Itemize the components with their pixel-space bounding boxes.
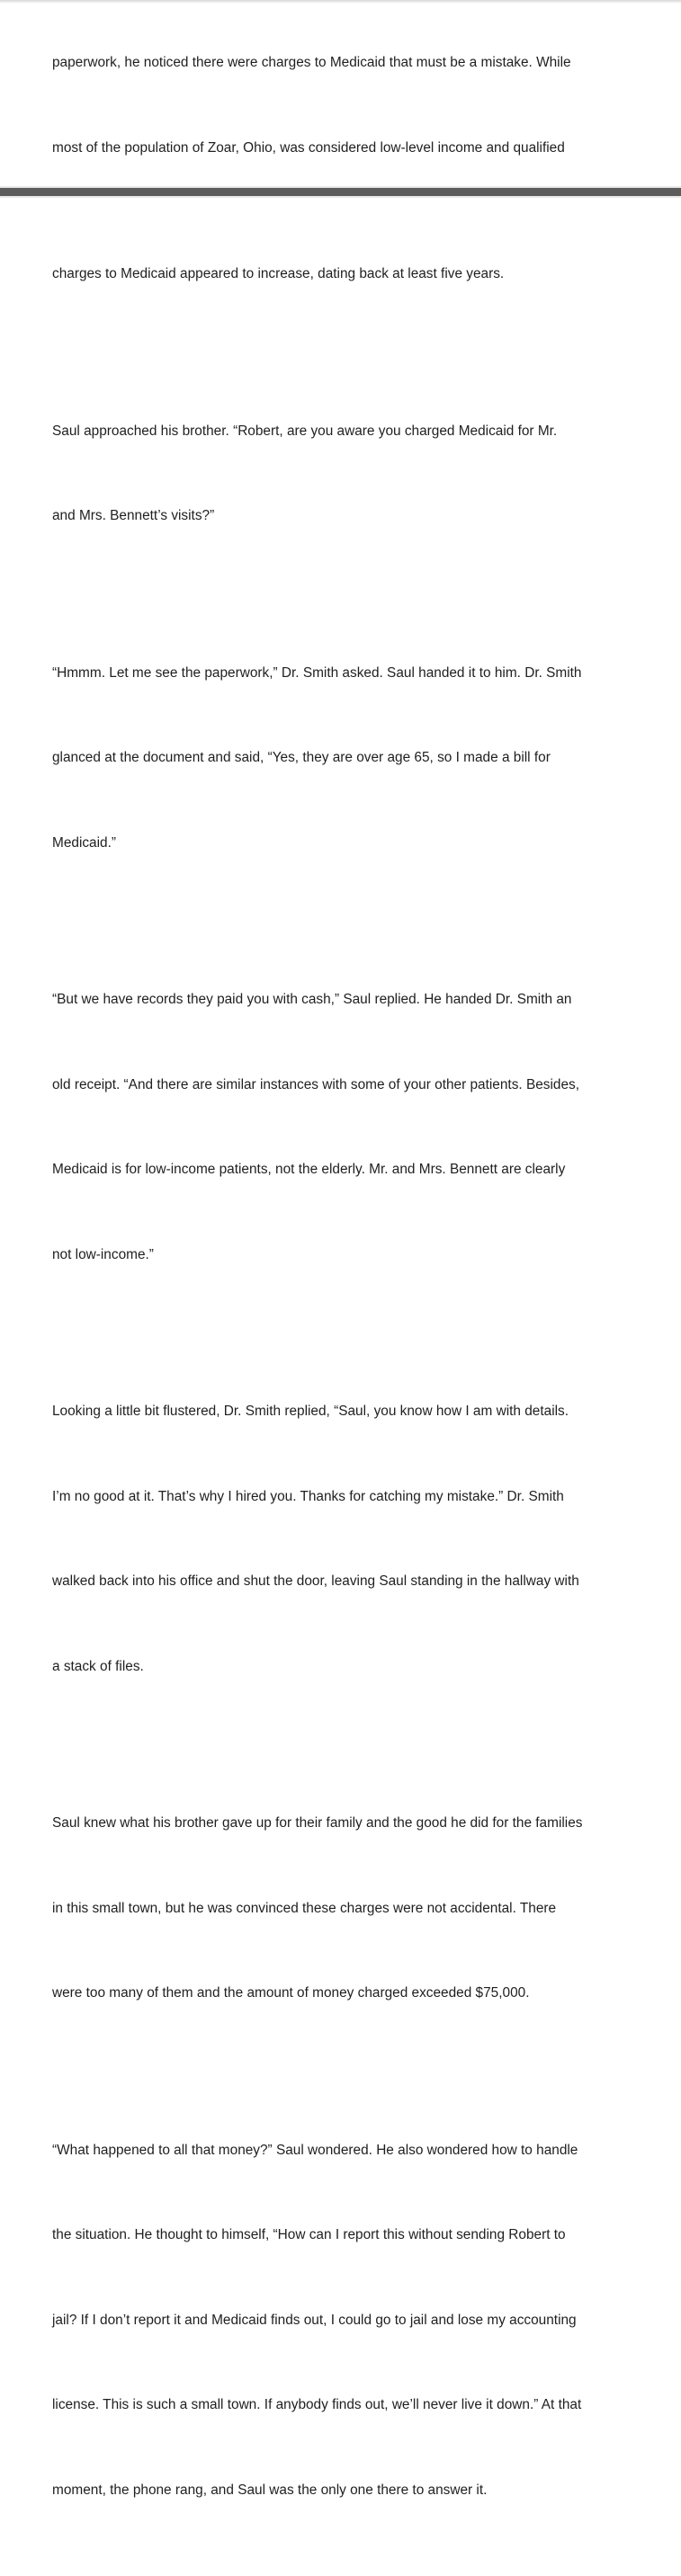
page-break-bar bbox=[0, 188, 681, 196]
text-line: old receipt. “And there are similar instances with some of your other patients. Besides, bbox=[52, 1076, 579, 1092]
document-page-bottom bbox=[0, 198, 681, 2498]
text-line: “Hmmm. Let me see the paperwork,” Dr. Smith asked. Saul handed it to him. Dr. Smith bbox=[52, 664, 582, 681]
text-line: and Mrs. Bennett’s visits?” bbox=[52, 508, 215, 523]
text-line: not low-income.” bbox=[52, 1246, 154, 1262]
text-line: Saul knew what his brother gave up for their family and the good he did for the families bbox=[52, 1815, 583, 1831]
document-page-top bbox=[0, 0, 681, 186]
text-line: walked back into his office and shut the door, leaving Saul standing in the hallway with bbox=[52, 1573, 579, 1589]
text-line: Looking a little bit flustered, Dr. Smith replied, “Saul, you know how I am with details. bbox=[52, 1404, 569, 1419]
paragraph bbox=[52, 929, 646, 1325]
text-line: Saul approached his brother. “Robert, are you aware you charged Medicaid for Mr. bbox=[52, 423, 558, 439]
text-line: glanced at the document and said, “Yes, they are over age 65, so I made a bill for bbox=[52, 750, 551, 765]
text-line: “But we have records they paid you with cash,” Saul replied. He handed Dr. Smith an bbox=[52, 992, 572, 1007]
text-line: Medicaid is for low-income patients, not the elderly. Mr. and Mrs. Bennett are clearly bbox=[52, 1162, 566, 1177]
text-line: in this small town, but he was convinced these charges were not accidental. There bbox=[52, 1900, 557, 1916]
text-line: a stack of files. bbox=[52, 1658, 144, 1674]
text-line: paperwork, he noticed there were charges to Medicaid that must be a mistake. While bbox=[52, 55, 571, 70]
paragraph bbox=[52, 1341, 646, 1737]
paragraph bbox=[52, 1752, 646, 2064]
page-bottom-text bbox=[52, 203, 646, 2576]
text-line: charges to Medicaid appeared to increase, dating back at least five years. bbox=[52, 266, 505, 281]
text-line: were too many of them and the amount of money charged exceeded $75,000. bbox=[52, 1985, 530, 2001]
paragraph bbox=[52, 602, 646, 914]
text-line: the situation. He thought to himself, “How can I report this without sending Robert to bbox=[52, 2227, 566, 2242]
text-line: jail? If I don’t report it and Medicaid finds out, I could go to jail and lose my accounting bbox=[52, 2312, 577, 2328]
text-line: I’m no good at it. That’s why I hired you. Thanks for catching my mistake.” Dr. Smith bbox=[52, 1488, 564, 1504]
text-line: moment, the phone rang, and Saul was the only one there to answer it. bbox=[52, 2482, 488, 2498]
page-break-divider bbox=[0, 186, 681, 198]
paragraph bbox=[52, 203, 646, 345]
paragraph bbox=[52, 361, 646, 587]
text-line: most of the population of Zoar, Ohio, was considered low-level income and qualified bbox=[52, 139, 565, 156]
paragraph bbox=[52, 2080, 646, 2562]
text-line: license. This is such a small town. If anybody finds out, we’ll never live it down.” At that bbox=[52, 2397, 582, 2412]
text-line: Medicaid.” bbox=[52, 834, 116, 851]
text-line: “What happened to all that money?” Saul wondered. He also wondered how to handle bbox=[52, 2142, 578, 2158]
